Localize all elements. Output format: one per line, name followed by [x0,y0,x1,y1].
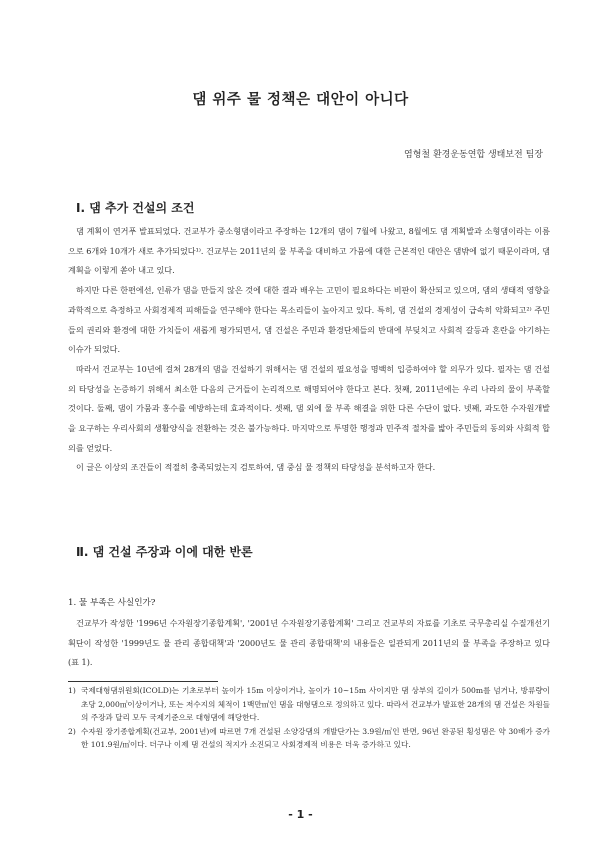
paragraph: 하지만 다른 한편에선, 인류가 댐을 만들지 않은 것에 대한 결과 배우는 고민이 필요하다는 비판이 확산되고 있으며, 댐의 생태적 영향을 과학적으로 측정하고 사회경제적 피해들을 연구해야 한다는 목소리들이 높아지고 있다. 특히, 댐 건설의 경제성이 급속히 악화되고²⁾ 주민들의 권리와 환경에 대한 가치들이 새롭게 평가되면서, 댐 건설은 주민과 환경단체들의 반대에 부딪치고 사회적 갈등과 혼란을 야기하는 이슈가 되었다. [68,285,550,355]
footnotes [68,684,550,752]
subsection-heading: 1. 물 부족은 사실인가? [68,598,156,608]
section-1-heading: Ⅰ. 댐 추가 건설의 조건 [76,201,195,215]
section-2-heading: Ⅱ. 댐 건설 주장과 이에 대한 반론 [76,545,253,559]
footnote-text: 수자원 장기종합계획(건교부, 2001년)에 따르면 7개 건설된 소양강댐의 개발단가는 3.9원/㎥인 반면, 96년 완공된 횡성댐은 약 30배가 증가한 101.9원/㎥이다. 더구나 이제 댐 건설의 적지가 소진되고 사회경제적 비용은 더욱 증가하고 있다. [81,726,550,750]
footnote [68,684,550,725]
footnote-number: 2) [68,726,76,736]
paragraph: 건교부가 작성한 '1996년 수자원장기종합계획', '2001년 수자원장기종합계획' 그리고 건교부의 자료를 기초로 국무총리실 수질개선기획단이 작성한 '1999년도 물 관리 종합대책'과 '2000년도 물 관리 종합대책'의 내용들은 일관되게 2011년의 물 부족을 주장하고 있다(표 1). [68,618,550,668]
paragraph: 댐 계획이 연거푸 발표되었다. 건교부가 중소형댐이라고 주장하는 12개의 댐이 7월에 나왔고, 8월에도 댐 계획발과 소형댐이라는 이름으로 6개와 10개가 새로 추가되었다¹⁾. 건교부는 2011년의 물 부족을 대비하고 가뭄에 대한 근본적인 대안은 댐밖에 없기 때문이라며, 댐 계획을 이렇게 쏟아 내고 있다. [68,226,550,276]
paragraph: 따라서 건교부는 10년에 걸쳐 28개의 댐을 건설하기 위해서는 댐 건설의 필요성을 명백히 입증하여야 할 의무가 있다. 필자는 댐 건설의 타당성을 논증하기 위해서 최소한 다음의 근거들이 논리적으로 해명되어야 한다고 본다. 첫째, 2011년에는 우리 나라의 물이 부족할 것이다. 둘째, 댐이 가뭄과 홍수를 예방하는데 효과적이다. 셋째, 댐 외에 물 부족 해결을 위한 다른 수단이 없다. 넷째, 과도한 수자원개발을 요구하는 우리사회의 생활양식을 전환하는 것은 불가능하다. 마지막으로 투명한 행정과 민주적 절차를 밟아 주민들의 동의와 사회적 합의를 얻었다. [68,363,550,453]
document-title: 댐 위주 물 정책은 대안이 아니다 [192,92,409,108]
section-1-body [68,222,550,478]
footnote-text: 국제대형댐위원회(ICOLD)는 기초로부터 높이가 15m 이상이거나, 높이가 10~15m 사이지만 댐 상부의 길이가 500m를 넘거나, 방류량이 초당 2,000㎥이상이거나, 또는 저수지의 체적이 1백만㎥인 댐을 대형댐으로 정의하고 있다. 따라서 건교부가 발표한 28개의 댐 건설은 차원들의 주장과 달리 모두 국제기준으로 대형댐에 해당한다. [81,686,550,723]
paragraph: 이 글은 이상의 조건들이 적절히 충족되었는지 검토하여, 댐 중심 물 정책의 타당성을 분석하고자 한다. [76,462,436,473]
footnote-divider [68,681,218,682]
page-number: - 1 - [288,808,313,821]
section-2-body [68,614,550,673]
footnote-number: 1) [68,686,76,695]
author-line: 염형철 환경운동연합 생태보전 팀장 [404,150,543,160]
footnote [68,725,550,752]
